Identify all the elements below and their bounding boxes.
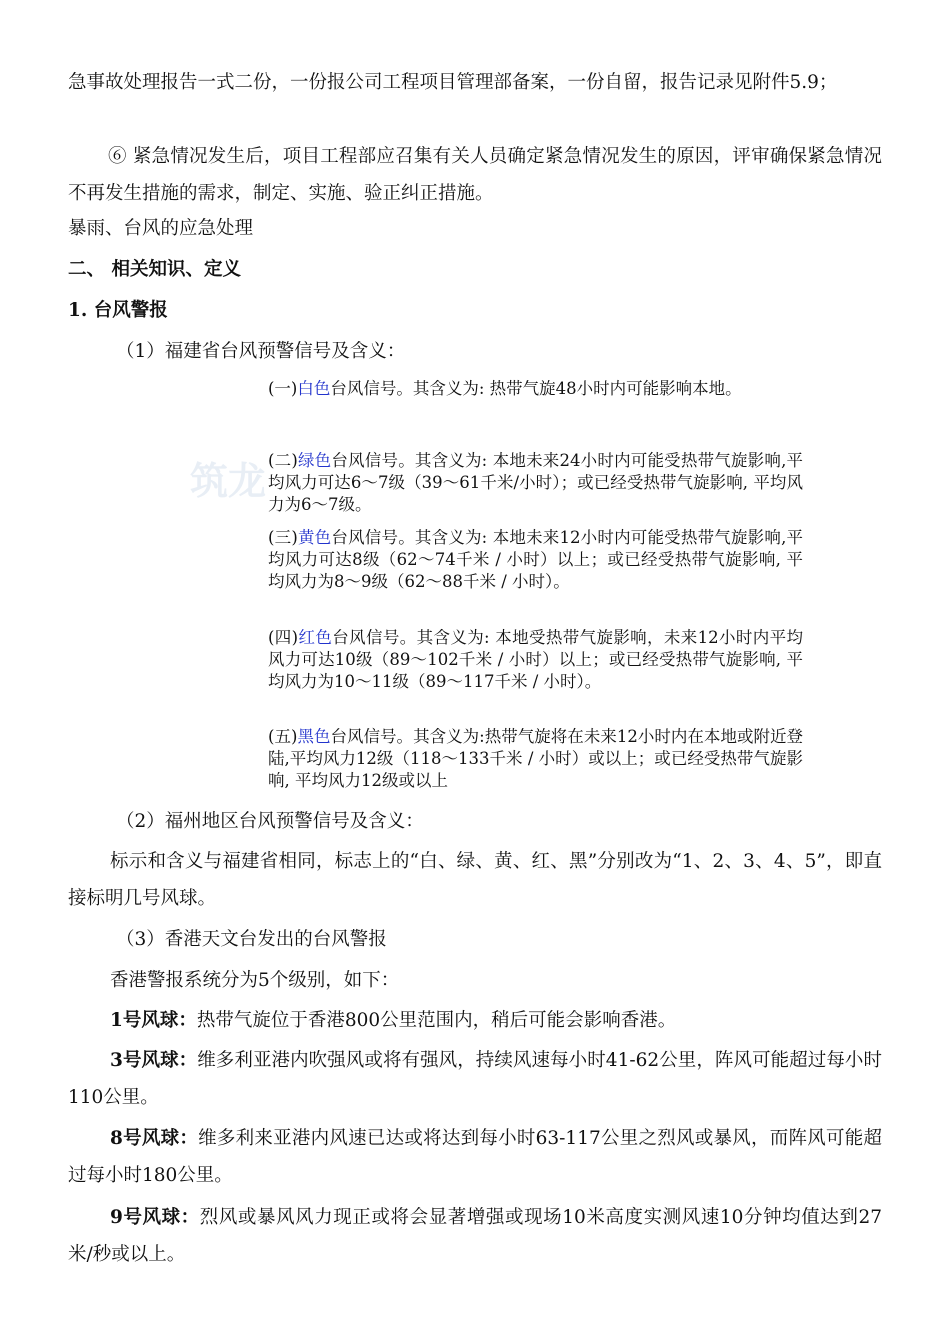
signal-black	[268, 726, 803, 792]
signal-number: (二)	[268, 451, 298, 470]
ball-label: 9号风球：	[110, 1207, 200, 1228]
signal-text: 台风信号。其含义为: 热带气旋48小时内可能影响本地。	[330, 379, 742, 398]
ball-label: 8号风球：	[110, 1128, 199, 1149]
signal-color: 红色	[298, 628, 333, 647]
watermark: 筑龙	[190, 459, 267, 503]
signal-number: (四)	[268, 628, 299, 647]
ball-label: 3号风球：	[110, 1050, 198, 1071]
signal-ball-1	[68, 1002, 882, 1039]
signal-color: 黑色	[297, 727, 331, 746]
paragraph: 标示和含义与福建省相同，标志上的“白、绿、黄、红、黑”分别改为“1、2、3、4、5”，即直接标明几号风球。	[68, 851, 882, 909]
signal-color: 白色	[297, 379, 331, 398]
ball-text: 维多利亚港内吹强风或将有强风，持续风速每小时41-62公里，阵风可能超过每小时110公里。	[68, 1050, 882, 1108]
ball-text: 热带气旋位于香港800公里范围内，稍后可能会影响香港。	[196, 1010, 677, 1031]
ball-label: 1号风球：	[110, 1010, 197, 1031]
signal-ball-8	[68, 1120, 882, 1194]
signal-color: 黄色	[297, 528, 332, 547]
signal-ball-3	[68, 1042, 882, 1116]
paragraph: ⑥ 紧急情况发生后，项目工程部应召集有关人员确定紧急情况发生的原因，评审确保紧急情况不再发生措施的需求，制定、实施、验正纠正措施。	[68, 146, 882, 204]
signal-text: 台风信号。其含义为: 本地未来24小时内可能受热带气旋影响,平均风力可达6～7级（39～61千米/小时）；或已经受热带气旋影响, 平均风力为6～7级。	[268, 451, 804, 514]
signal-number: (一)	[268, 379, 298, 398]
ball-text: 烈风或暴风风力现正或将会显著增强或现场10米高度实测风速10分钟均值达到27米/秒或以上。	[68, 1207, 883, 1265]
section-heading: 二、 相关知识、定义	[68, 259, 241, 280]
signal-yellow	[268, 527, 803, 593]
signal-number: (五)	[268, 727, 298, 746]
signal-text: 台风信号。其含义为: 本地受热带气旋影响，未来12小时内平均风力可达10级（89～102千米 / 小时）以上；或已经受热带气旋影响, 平均风力为10～11级（89～117千米 / 小时）。	[268, 628, 804, 691]
paragraph: 暴雨、台风的应急处理	[68, 218, 254, 239]
signal-white	[268, 378, 803, 400]
signal-red	[268, 627, 803, 693]
subheading: （3）香港天文台发出的台风警报	[116, 929, 387, 950]
paragraph: 急事故处理报告一式二份，一份报公司工程项目管理部备案，一份自留，报告记录见附件5.9；	[68, 72, 838, 93]
signal-color: 绿色	[297, 451, 332, 470]
subsection-heading: 1. 台风警报	[68, 300, 168, 321]
signal-green	[268, 450, 803, 516]
signal-text: 台风信号。其含义为: 本地未来12小时内可能受热带气旋影响,平均风力可达8级（62～74千米 / 小时）以上；或已经受热带气旋影响, 平均风力为8～9级（62～88千米 / 小时）。	[268, 528, 804, 591]
signal-ball-9	[68, 1199, 882, 1273]
ball-text: 维多利来亚港内风速已达或将达到每小时63-117公里之烈风或暴风，而阵风可能超过每小时180公里。	[68, 1128, 882, 1186]
paragraph: 香港警报系统分为5个级别，如下：	[110, 970, 400, 991]
signal-text: 台风信号。其含义为:热带气旋将在未来12小时内在本地或附近登陆,平均风力12级（118～133千米 / 小时）或以上；或已经受热带气旋影响, 平均风力12级或以上	[268, 727, 804, 790]
subheading: （1）福建省台风预警信号及含义：	[116, 341, 406, 362]
signal-number: (三)	[268, 528, 298, 547]
subheading: （2）福州地区台风预警信号及含义：	[116, 811, 424, 832]
